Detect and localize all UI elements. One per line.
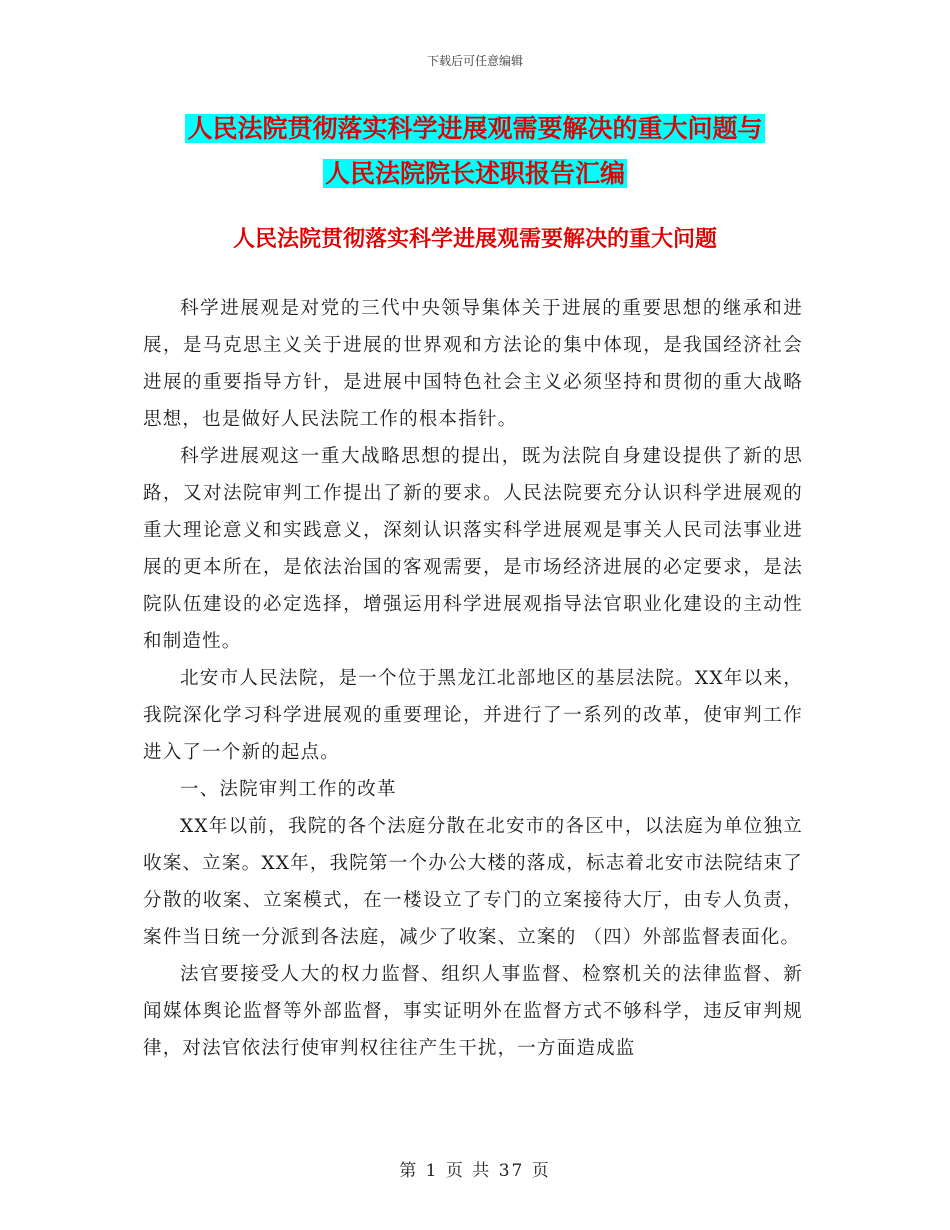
paragraph: 法官要接受人大的权力监督、组织人事监督、检察机关的法律监督、新闻媒体舆论监督等外部监督，事实证明外在监督方式不够科学，违反审判规律，对法官依法行使审判权往往产生干扰，一方面造成监	[143, 964, 803, 1059]
paragraph: 科学进展观是对党的三代中央领导集体关于进展的重要思想的继承和进展，是马克思主义关于进展的世界观和方法论的集中体现，是我国经济社会进展的重要指导方针，是进展中国特色社会主义必须坚持和贯彻的重大战略思想，也是做好人民法院工作的根本指针。	[143, 298, 803, 430]
page-footer: 第 1 页 共 37 页	[399, 1161, 551, 1181]
main-title-line-2	[0, 157, 950, 191]
paragraph: XX年以前，我院的各个法庭分散在北安市的各区中，以法庭为单位独立收案、立案。XX年，我院第一个办公大楼的落成，标志着北安市法院结束了分散的收案、立案模式，在一楼设立了专门的立案接待大厅，由专人负责，案件当日统一分派到各法庭，减少了收案、立案的 （四）外部监督表面化。	[143, 816, 803, 948]
body-text	[143, 290, 803, 1067]
main-title-line-1	[0, 112, 950, 146]
paragraph: 科学进展观这一重大战略思想的提出，既为法院自身建设提供了新的思路，又对法院审判工作提出了新的要求。人民法院要充分认识科学进展观的重大理论意义和实践意义，深刻认识落实科学进展观是事关人民司法事业进展的更本所在，是依法治国的客观需要，是市场经济进展的必定要求，是法院队伍建设的必定选择，增强运用科学进展观指导法官职业化建设的主动性和制造性。	[143, 446, 803, 652]
main-title-line-1-text: 人民法院贯彻落实科学进展观需要解决的重大问题与	[187, 114, 763, 143]
section-heading: 一、法院审判工作的改革	[180, 779, 397, 800]
main-title-line-2-text: 人民法院院长述职报告汇编	[324, 159, 625, 188]
section-title: 人民法院贯彻落实科学进展观需要解决的重大问题	[232, 227, 717, 252]
paragraph: 北安市人民法院，是一个位于黑龙江北部地区的基层法院。XX年以来，我院深化学习科学进展观的重要理论，并进行了一系列的改革，使审判工作进入了一个新的起点。	[143, 668, 803, 763]
page-header: 下载后可任意编辑	[426, 54, 523, 68]
